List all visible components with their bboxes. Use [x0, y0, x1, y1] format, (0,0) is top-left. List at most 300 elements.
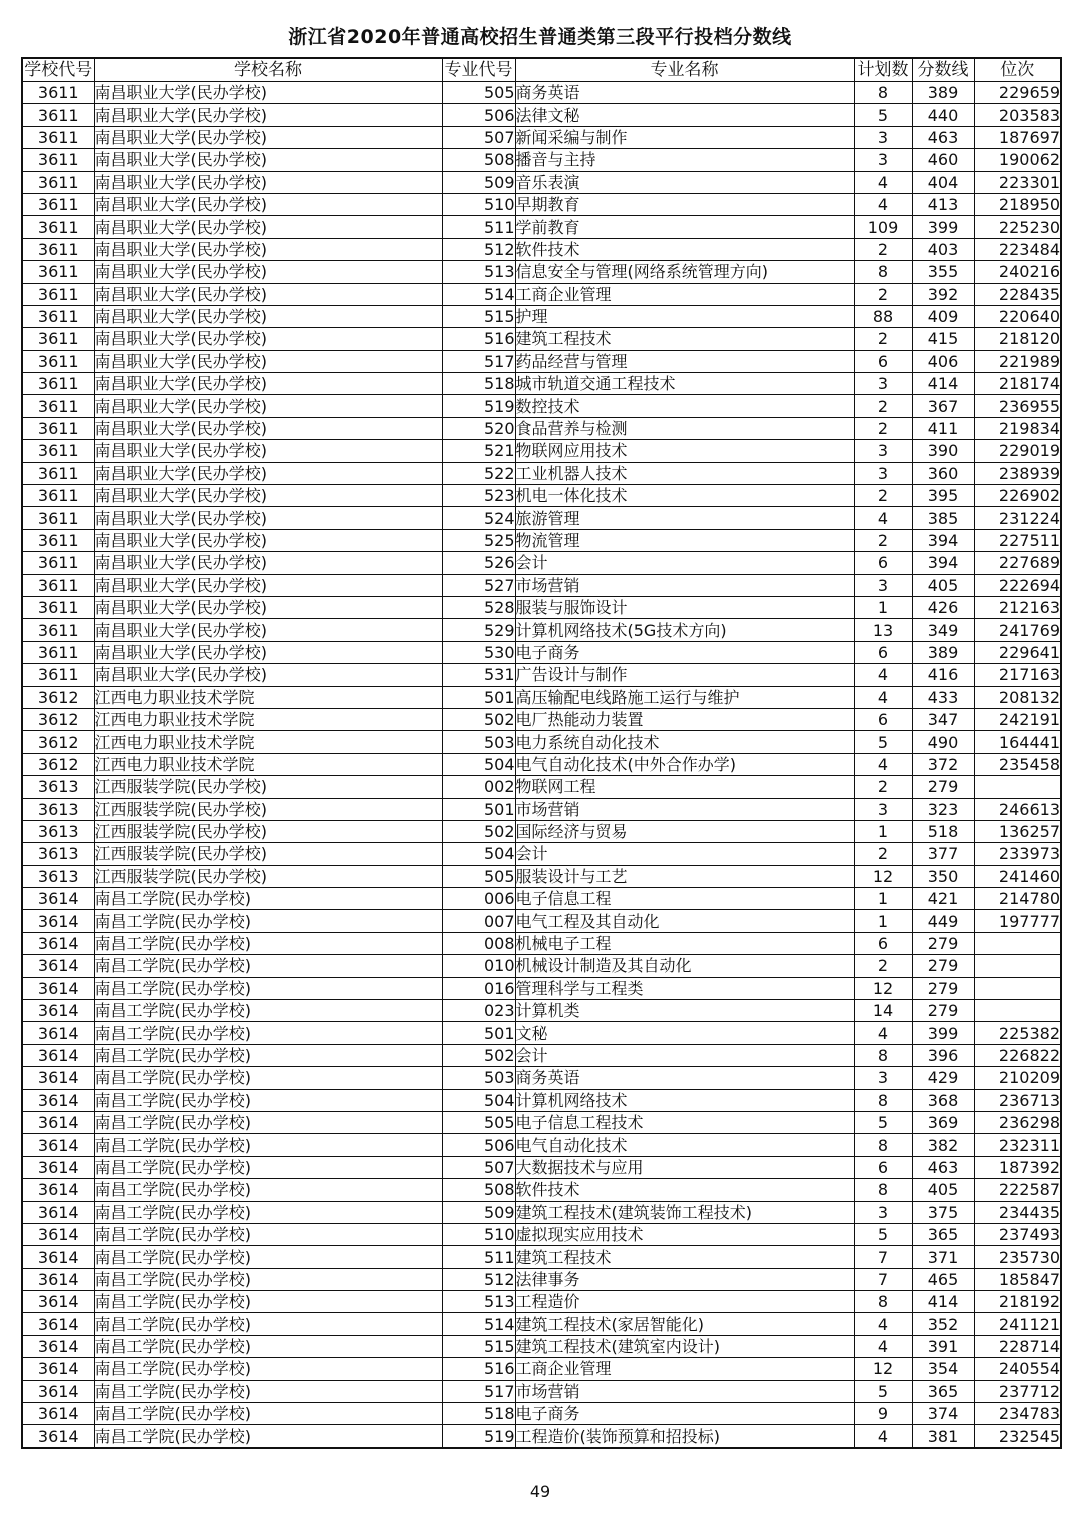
plan-count-cell: 1 — [854, 820, 912, 842]
major-code-cell: 509 — [442, 1201, 515, 1223]
admission-score-table — [21, 57, 1062, 1449]
rank-cell: 237712 — [974, 1380, 1061, 1402]
table-row — [22, 417, 1061, 439]
major-code-cell: 526 — [442, 552, 515, 574]
plan-count-cell: 3 — [854, 373, 912, 395]
rank-cell: 214780 — [974, 888, 1061, 910]
school-code-cell: 3613 — [22, 843, 94, 865]
major-code-cell: 508 — [442, 149, 515, 171]
school-code-cell: 3614 — [22, 1134, 94, 1156]
major-code-cell: 518 — [442, 1403, 515, 1425]
major-name-cell: 食品营养与检测 — [515, 417, 854, 439]
table-row — [22, 1134, 1061, 1156]
school-code-cell: 3614 — [22, 888, 94, 910]
major-code-cell: 504 — [442, 1089, 515, 1111]
school-name-cell: 南昌工学院(民办学校) — [94, 1089, 442, 1111]
major-name-cell: 高压输配电线路施工运行与维护 — [515, 686, 854, 708]
score-line-cell: 463 — [912, 1156, 974, 1178]
school-name-cell: 南昌工学院(民办学校) — [94, 1000, 442, 1022]
major-name-cell: 工商企业管理 — [515, 1358, 854, 1380]
major-code-cell: 521 — [442, 440, 515, 462]
table-row — [22, 1425, 1061, 1448]
rank-cell — [974, 776, 1061, 798]
plan-count-cell: 7 — [854, 1268, 912, 1290]
rank-cell: 240554 — [974, 1358, 1061, 1380]
plan-count-cell: 4 — [854, 1313, 912, 1335]
school-name-cell: 南昌职业大学(民办学校) — [94, 171, 442, 193]
rank-cell: 223484 — [974, 238, 1061, 260]
rank-cell: 208132 — [974, 686, 1061, 708]
rank-cell: 187392 — [974, 1156, 1061, 1178]
major-code-cell: 514 — [442, 283, 515, 305]
plan-count-cell: 6 — [854, 552, 912, 574]
rank-cell: 217163 — [974, 664, 1061, 686]
major-code-cell: 525 — [442, 529, 515, 551]
score-line-cell: 414 — [912, 1291, 974, 1313]
school-name-cell: 江西服装学院(民办学校) — [94, 843, 442, 865]
major-name-cell: 信息安全与管理(网络系统管理方向) — [515, 261, 854, 283]
plan-count-cell: 5 — [854, 1380, 912, 1402]
school-code-cell: 3612 — [22, 686, 94, 708]
school-name-cell: 江西服装学院(民办学校) — [94, 820, 442, 842]
school-name-cell: 南昌职业大学(民办学校) — [94, 641, 442, 663]
major-name-cell: 工商企业管理 — [515, 283, 854, 305]
major-code-cell: 516 — [442, 328, 515, 350]
school-code-cell: 3611 — [22, 574, 94, 596]
plan-count-cell: 1 — [854, 888, 912, 910]
score-line-cell: 360 — [912, 462, 974, 484]
table-row — [22, 328, 1061, 350]
major-name-cell: 会计 — [515, 1044, 854, 1066]
table-row — [22, 1335, 1061, 1357]
score-line-cell: 389 — [912, 82, 974, 104]
table-row — [22, 708, 1061, 730]
plan-count-cell: 6 — [854, 708, 912, 730]
school-name-cell: 南昌工学院(民办学校) — [94, 910, 442, 932]
school-name-cell: 南昌职业大学(民办学校) — [94, 552, 442, 574]
major-name-cell: 电子商务 — [515, 641, 854, 663]
table-row — [22, 1179, 1061, 1201]
major-code-cell: 511 — [442, 1246, 515, 1268]
document-title: 浙江省2020年普通高校招生普通类第三段平行投档分数线 — [288, 26, 792, 48]
plan-count-cell: 9 — [854, 1403, 912, 1425]
school-code-cell: 3614 — [22, 977, 94, 999]
rank-cell: 241460 — [974, 865, 1061, 887]
table-row — [22, 888, 1061, 910]
plan-count-cell: 8 — [854, 1291, 912, 1313]
major-code-cell: 502 — [442, 708, 515, 730]
school-name-cell: 南昌职业大学(民办学校) — [94, 485, 442, 507]
score-line-cell: 347 — [912, 708, 974, 730]
major-name-cell: 法律事务 — [515, 1268, 854, 1290]
score-line-cell: 392 — [912, 283, 974, 305]
score-line-cell: 365 — [912, 1223, 974, 1245]
major-name-cell: 建筑工程技术(建筑室内设计) — [515, 1335, 854, 1357]
major-name-cell: 机械设计制造及其自动化 — [515, 955, 854, 977]
major-code-cell: 531 — [442, 664, 515, 686]
school-name-cell: 南昌工学院(民办学校) — [94, 1156, 442, 1178]
rank-cell: 228714 — [974, 1335, 1061, 1357]
major-code-cell: 502 — [442, 820, 515, 842]
score-line-cell: 406 — [912, 350, 974, 372]
rank-cell: 241121 — [974, 1313, 1061, 1335]
school-name-cell: 南昌工学院(民办学校) — [94, 1291, 442, 1313]
school-code-cell: 3611 — [22, 596, 94, 618]
table-row — [22, 753, 1061, 775]
rank-cell: 236298 — [974, 1111, 1061, 1133]
score-line-cell: 415 — [912, 328, 974, 350]
major-code-cell: 503 — [442, 1067, 515, 1089]
major-code-cell: 522 — [442, 462, 515, 484]
header-plan-count: 计划数 — [854, 58, 912, 82]
major-code-cell: 516 — [442, 1358, 515, 1380]
school-code-cell: 3614 — [22, 1022, 94, 1044]
plan-count-cell: 6 — [854, 932, 912, 954]
table-row — [22, 865, 1061, 887]
table-row — [22, 82, 1061, 104]
score-line-cell: 350 — [912, 865, 974, 887]
score-line-cell: 449 — [912, 910, 974, 932]
rank-cell: 220640 — [974, 305, 1061, 327]
school-name-cell: 南昌工学院(民办学校) — [94, 1380, 442, 1402]
score-line-cell: 465 — [912, 1268, 974, 1290]
school-name-cell: 南昌职业大学(民办学校) — [94, 529, 442, 551]
score-line-cell: 279 — [912, 776, 974, 798]
major-name-cell: 机械电子工程 — [515, 932, 854, 954]
score-line-cell: 389 — [912, 641, 974, 663]
major-name-cell: 文秘 — [515, 1022, 854, 1044]
school-name-cell: 南昌工学院(民办学校) — [94, 977, 442, 999]
school-code-cell: 3611 — [22, 417, 94, 439]
major-code-cell: 513 — [442, 261, 515, 283]
school-code-cell: 3614 — [22, 1067, 94, 1089]
score-line-cell: 279 — [912, 1000, 974, 1022]
school-code-cell: 3614 — [22, 1358, 94, 1380]
score-line-cell: 460 — [912, 149, 974, 171]
school-code-cell: 3614 — [22, 1089, 94, 1111]
table-row — [22, 731, 1061, 753]
rank-cell: 136257 — [974, 820, 1061, 842]
score-line-cell: 352 — [912, 1313, 974, 1335]
school-name-cell: 南昌职业大学(民办学校) — [94, 574, 442, 596]
table-row — [22, 619, 1061, 641]
school-code-cell: 3611 — [22, 373, 94, 395]
school-code-cell: 3611 — [22, 462, 94, 484]
major-code-cell: 504 — [442, 753, 515, 775]
major-name-cell: 物流管理 — [515, 529, 854, 551]
school-name-cell: 南昌工学院(民办学校) — [94, 1134, 442, 1156]
plan-count-cell: 2 — [854, 283, 912, 305]
school-name-cell: 南昌职业大学(民办学校) — [94, 328, 442, 350]
school-name-cell: 南昌职业大学(民办学校) — [94, 216, 442, 238]
table-row — [22, 1313, 1061, 1335]
score-line-cell: 382 — [912, 1134, 974, 1156]
score-line-cell: 394 — [912, 529, 974, 551]
score-line-cell: 396 — [912, 1044, 974, 1066]
score-line-cell: 367 — [912, 395, 974, 417]
major-name-cell: 播音与主持 — [515, 149, 854, 171]
school-code-cell: 3614 — [22, 955, 94, 977]
school-code-cell: 3614 — [22, 1201, 94, 1223]
rank-cell: 234783 — [974, 1403, 1061, 1425]
school-code-cell: 3614 — [22, 910, 94, 932]
school-code-cell: 3614 — [22, 1268, 94, 1290]
school-name-cell: 江西电力职业技术学院 — [94, 686, 442, 708]
major-name-cell: 管理科学与工程类 — [515, 977, 854, 999]
score-line-cell: 395 — [912, 485, 974, 507]
school-name-cell: 南昌工学院(民办学校) — [94, 1111, 442, 1133]
score-line-cell: 279 — [912, 955, 974, 977]
school-name-cell: 南昌工学院(民办学校) — [94, 1425, 442, 1448]
table-row — [22, 1044, 1061, 1066]
table-row — [22, 798, 1061, 820]
school-name-cell: 江西电力职业技术学院 — [94, 708, 442, 730]
school-name-cell: 南昌职业大学(民办学校) — [94, 507, 442, 529]
major-name-cell: 计算机网络技术(5G技术方向) — [515, 619, 854, 641]
rank-cell: 226902 — [974, 485, 1061, 507]
table-row — [22, 485, 1061, 507]
rank-cell: 227511 — [974, 529, 1061, 551]
plan-count-cell: 3 — [854, 440, 912, 462]
major-name-cell: 学前教育 — [515, 216, 854, 238]
major-code-cell: 010 — [442, 955, 515, 977]
rank-cell: 225230 — [974, 216, 1061, 238]
score-line-cell: 414 — [912, 373, 974, 395]
major-code-cell: 510 — [442, 1223, 515, 1245]
school-code-cell: 3611 — [22, 216, 94, 238]
school-code-cell: 3613 — [22, 820, 94, 842]
score-line-cell: 368 — [912, 1089, 974, 1111]
rank-cell — [974, 1000, 1061, 1022]
school-code-cell: 3614 — [22, 1223, 94, 1245]
plan-count-cell: 4 — [854, 664, 912, 686]
major-code-cell: 505 — [442, 82, 515, 104]
plan-count-cell: 3 — [854, 462, 912, 484]
table-row — [22, 664, 1061, 686]
score-line-cell: 403 — [912, 238, 974, 260]
score-line-cell: 323 — [912, 798, 974, 820]
score-line-cell: 416 — [912, 664, 974, 686]
major-code-cell: 504 — [442, 843, 515, 865]
major-name-cell: 电气自动化技术 — [515, 1134, 854, 1156]
plan-count-cell: 3 — [854, 574, 912, 596]
plan-count-cell: 3 — [854, 126, 912, 148]
score-line-cell: 374 — [912, 1403, 974, 1425]
table-row — [22, 1223, 1061, 1245]
rank-cell: 229019 — [974, 440, 1061, 462]
rank-cell: 236713 — [974, 1089, 1061, 1111]
school-code-cell: 3611 — [22, 104, 94, 126]
major-code-cell: 515 — [442, 1335, 515, 1357]
major-name-cell: 物联网应用技术 — [515, 440, 854, 462]
score-line-cell: 391 — [912, 1335, 974, 1357]
rank-cell: 229641 — [974, 641, 1061, 663]
major-code-cell: 520 — [442, 417, 515, 439]
plan-count-cell: 4 — [854, 193, 912, 215]
major-name-cell: 法律文秘 — [515, 104, 854, 126]
major-code-cell: 512 — [442, 238, 515, 260]
major-code-cell: 503 — [442, 731, 515, 753]
plan-count-cell: 4 — [854, 507, 912, 529]
rank-cell: 203583 — [974, 104, 1061, 126]
school-code-cell: 3614 — [22, 1313, 94, 1335]
rank-cell: 218120 — [974, 328, 1061, 350]
score-line-cell: 421 — [912, 888, 974, 910]
major-name-cell: 市场营销 — [515, 798, 854, 820]
rank-cell: 232545 — [974, 1425, 1061, 1448]
major-name-cell: 建筑工程技术(建筑装饰工程技术) — [515, 1201, 854, 1223]
major-name-cell: 建筑工程技术 — [515, 1246, 854, 1268]
table-row — [22, 820, 1061, 842]
table-row — [22, 1067, 1061, 1089]
school-name-cell: 南昌工学院(民办学校) — [94, 1246, 442, 1268]
table-row — [22, 149, 1061, 171]
school-code-cell: 3614 — [22, 1291, 94, 1313]
rank-cell: 233973 — [974, 843, 1061, 865]
school-code-cell: 3611 — [22, 261, 94, 283]
table-row — [22, 350, 1061, 372]
school-code-cell: 3612 — [22, 708, 94, 730]
rank-cell: 231224 — [974, 507, 1061, 529]
table-row — [22, 126, 1061, 148]
header-school-code: 学校代号 — [22, 58, 94, 82]
major-name-cell: 会计 — [515, 552, 854, 574]
school-code-cell: 3611 — [22, 305, 94, 327]
school-name-cell: 南昌职业大学(民办学校) — [94, 664, 442, 686]
header-rank: 位次 — [974, 58, 1061, 82]
score-line-cell: 518 — [912, 820, 974, 842]
table-row — [22, 395, 1061, 417]
table-row — [22, 574, 1061, 596]
major-name-cell: 服装与服饰设计 — [515, 596, 854, 618]
school-code-cell: 3611 — [22, 149, 94, 171]
school-code-cell: 3614 — [22, 1425, 94, 1448]
school-name-cell: 南昌职业大学(民办学校) — [94, 395, 442, 417]
school-code-cell: 3614 — [22, 1044, 94, 1066]
major-code-cell: 502 — [442, 1044, 515, 1066]
major-name-cell: 电气自动化技术(中外合作办学) — [515, 753, 854, 775]
table-row — [22, 238, 1061, 260]
school-name-cell: 南昌工学院(民办学校) — [94, 1403, 442, 1425]
plan-count-cell: 12 — [854, 865, 912, 887]
major-name-cell: 市场营销 — [515, 574, 854, 596]
school-name-cell: 南昌职业大学(民办学校) — [94, 283, 442, 305]
school-name-cell: 江西电力职业技术学院 — [94, 731, 442, 753]
table-row — [22, 283, 1061, 305]
major-code-cell: 006 — [442, 888, 515, 910]
school-code-cell: 3611 — [22, 440, 94, 462]
rank-cell: 219834 — [974, 417, 1061, 439]
rank-cell: 229659 — [974, 82, 1061, 104]
school-name-cell: 南昌职业大学(民办学校) — [94, 104, 442, 126]
school-code-cell: 3614 — [22, 1335, 94, 1357]
table-row — [22, 910, 1061, 932]
plan-count-cell: 8 — [854, 1044, 912, 1066]
major-name-cell: 电子信息工程 — [515, 888, 854, 910]
rank-cell: 235730 — [974, 1246, 1061, 1268]
plan-count-cell: 5 — [854, 1223, 912, 1245]
major-name-cell: 软件技术 — [515, 1179, 854, 1201]
score-line-cell: 390 — [912, 440, 974, 462]
plan-count-cell: 109 — [854, 216, 912, 238]
school-code-cell: 3611 — [22, 552, 94, 574]
major-code-cell: 509 — [442, 171, 515, 193]
rank-cell: 234435 — [974, 1201, 1061, 1223]
major-name-cell: 电子信息工程技术 — [515, 1111, 854, 1133]
table-row — [22, 462, 1061, 484]
school-code-cell: 3613 — [22, 865, 94, 887]
score-line-cell: 411 — [912, 417, 974, 439]
plan-count-cell: 13 — [854, 619, 912, 641]
major-code-cell: 530 — [442, 641, 515, 663]
school-code-cell: 3614 — [22, 1000, 94, 1022]
score-line-cell: 381 — [912, 1425, 974, 1448]
school-name-cell: 南昌工学院(民办学校) — [94, 1022, 442, 1044]
score-line-cell: 369 — [912, 1111, 974, 1133]
major-name-cell: 电气工程及其自动化 — [515, 910, 854, 932]
plan-count-cell: 88 — [854, 305, 912, 327]
table-row — [22, 305, 1061, 327]
school-name-cell: 南昌工学院(民办学校) — [94, 932, 442, 954]
rank-cell: 187697 — [974, 126, 1061, 148]
table-row — [22, 216, 1061, 238]
table-row — [22, 1156, 1061, 1178]
major-code-cell: 023 — [442, 1000, 515, 1022]
table-row — [22, 552, 1061, 574]
major-name-cell: 机电一体化技术 — [515, 485, 854, 507]
school-name-cell: 南昌职业大学(民办学校) — [94, 126, 442, 148]
school-code-cell: 3612 — [22, 753, 94, 775]
header-score-line: 分数线 — [912, 58, 974, 82]
major-name-cell: 音乐表演 — [515, 171, 854, 193]
table-row — [22, 1000, 1061, 1022]
score-line-cell: 440 — [912, 104, 974, 126]
school-name-cell: 南昌工学院(民办学校) — [94, 1223, 442, 1245]
table-row — [22, 776, 1061, 798]
table-row — [22, 1291, 1061, 1313]
school-code-cell: 3611 — [22, 82, 94, 104]
school-code-cell: 3611 — [22, 641, 94, 663]
rank-cell: 235458 — [974, 753, 1061, 775]
major-name-cell: 城市轨道交通工程技术 — [515, 373, 854, 395]
school-code-cell: 3614 — [22, 1246, 94, 1268]
rank-cell: 212163 — [974, 596, 1061, 618]
school-code-cell: 3611 — [22, 485, 94, 507]
school-code-cell: 3612 — [22, 731, 94, 753]
major-name-cell: 会计 — [515, 843, 854, 865]
school-code-cell: 3611 — [22, 395, 94, 417]
major-name-cell: 电子商务 — [515, 1403, 854, 1425]
rank-cell: 218950 — [974, 193, 1061, 215]
plan-count-cell: 4 — [854, 1022, 912, 1044]
school-name-cell: 江西服装学院(民办学校) — [94, 865, 442, 887]
major-name-cell: 电厂热能动力装置 — [515, 708, 854, 730]
score-line-cell: 409 — [912, 305, 974, 327]
major-name-cell: 早期教育 — [515, 193, 854, 215]
plan-count-cell: 2 — [854, 485, 912, 507]
rank-cell: 222587 — [974, 1179, 1061, 1201]
school-code-cell: 3611 — [22, 328, 94, 350]
school-code-cell: 3611 — [22, 193, 94, 215]
school-code-cell: 3614 — [22, 932, 94, 954]
table-row — [22, 1089, 1061, 1111]
school-name-cell: 南昌职业大学(民办学校) — [94, 82, 442, 104]
major-name-cell: 新闻采编与制作 — [515, 126, 854, 148]
plan-count-cell: 3 — [854, 798, 912, 820]
plan-count-cell: 5 — [854, 731, 912, 753]
score-line-cell: 394 — [912, 552, 974, 574]
major-name-cell: 市场营销 — [515, 1380, 854, 1402]
